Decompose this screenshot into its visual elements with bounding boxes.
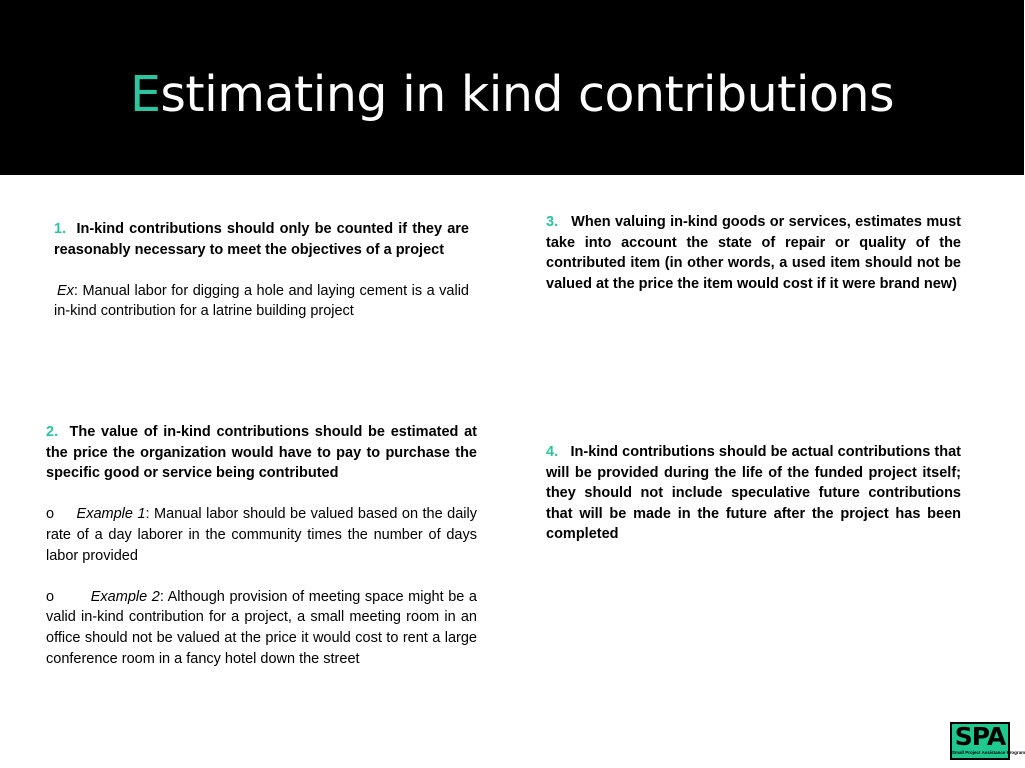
point-1-text: In-kind contributions should only be counted if they are reasonably necessary to meet the objectives of a project — [54, 221, 469, 258]
point-2-statement — [46, 422, 477, 484]
title-rest: stimating in kind contributions — [160, 66, 895, 123]
point-4 — [546, 442, 961, 545]
point-2-example-1 — [46, 504, 477, 566]
example-label: Ex — [57, 282, 74, 299]
point-3-statement — [546, 212, 961, 294]
point-2 — [46, 422, 477, 669]
bullet-marker: o — [46, 588, 55, 605]
point-number: 2. — [46, 424, 59, 440]
logo-mark: SPA — [954, 722, 1006, 751]
title-bar — [0, 0, 1024, 175]
example-text: : Although provision of meeting space might be a valid in-kind contribution for a project, a small meeting room in an office should not be valued at the price it would cost to rent a large conference room in a fancy hotel down the street — [46, 588, 477, 667]
example-label: Example 1 — [76, 506, 146, 523]
slide-title — [0, 66, 1024, 123]
point-number: 1. — [54, 221, 67, 237]
title-first-letter: E — [129, 66, 161, 123]
example-label: Example 2 — [90, 588, 160, 605]
example-text: : Manual labor for digging a hole and laying cement is a valid in-kind contribution for a latrine building project — [54, 282, 469, 320]
spa-logo — [950, 722, 1025, 760]
logo-subtitle: Small Project Assistance Program — [952, 750, 1025, 755]
point-4-text: In-kind contributions should be actual contributions that will be provided during the life of the funded project itself; they should not include speculative future contributions that will be made in the future after the project has been completed — [546, 444, 961, 543]
point-3 — [546, 212, 961, 294]
point-1-example — [54, 281, 469, 322]
point-2-text: The value of in-kind contributions should be estimated at the price the organization would have to pay to purchase the specific good or service being contributed — [46, 424, 477, 482]
point-4-statement — [546, 442, 961, 545]
point-2-example-2 — [46, 587, 477, 669]
point-3-text: When valuing in-kind goods or services, estimates must take into account the state of repair or quality of the contributed item (in other words, a used item should not be valued at the price the item would cost if it were brand new) — [546, 214, 961, 292]
bullet-marker: o — [46, 506, 55, 523]
point-number: 4. — [546, 444, 559, 460]
point-1 — [54, 219, 469, 322]
example-text: : Manual labor should be valued based on the daily rate of a day laborer in the community times the number of days labor provided — [46, 506, 477, 564]
point-1-statement — [54, 219, 469, 260]
point-number: 3. — [546, 214, 559, 230]
